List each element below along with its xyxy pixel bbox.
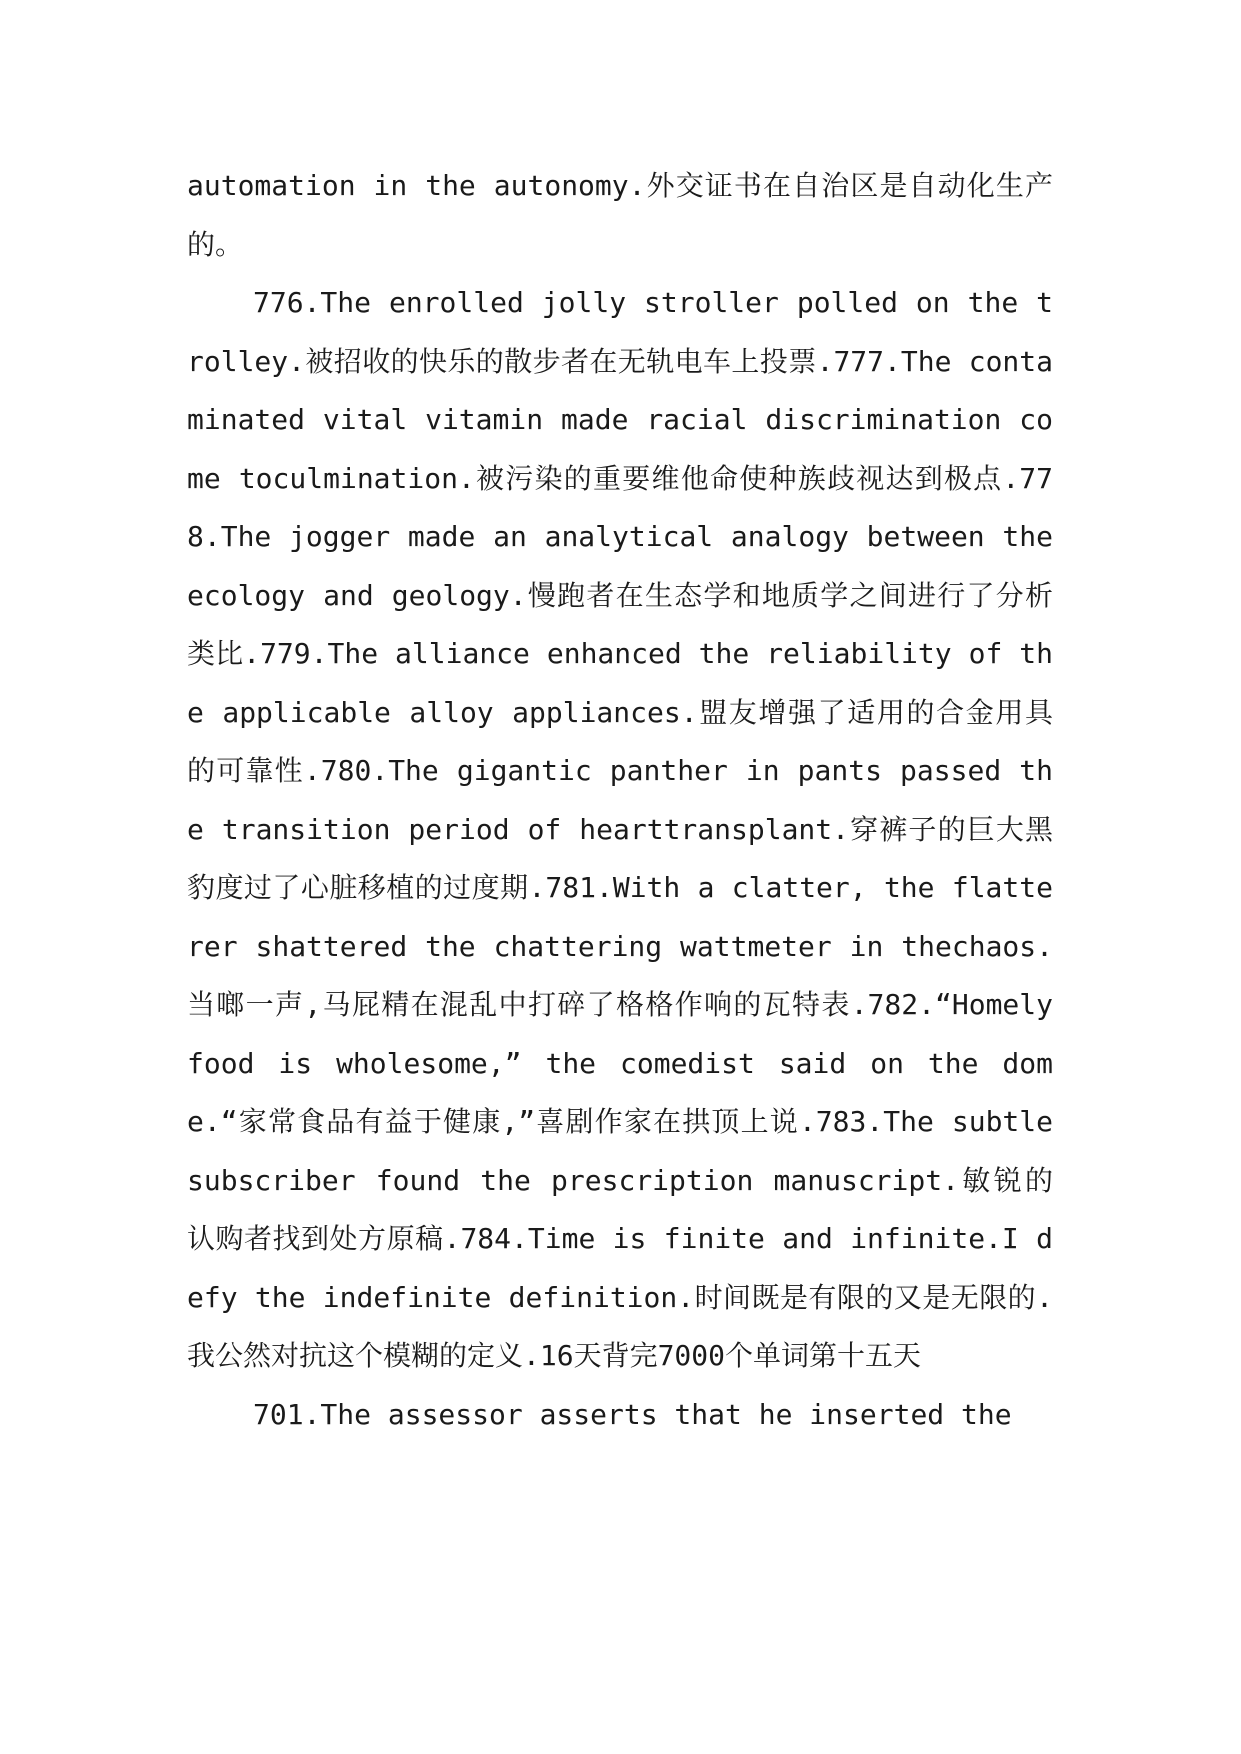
paragraph-sentence-701: 701.The assessor asserts that he inserted the [253, 1397, 1012, 1431]
paragraph-sentences-776-784: 776.The enrolled jolly stroller polled on the trolley.被招收的快乐的散步者在无轨电车上投票.777.The contaminated vital vitamin made racial discrimination come toculmination.被污染的重要维他命使种族歧视达到极点.778.The jogger made an analytical analogy between the ecology and geology.慢跑者在生态学和地质学之间进行了分析类比.779.The alliance enhanced the reliability of the applicable alloy appliances.盟友增强了适用的合金用具的可靠性.780.The gigantic panther in pants passed the transition period of hearttransplant.穿裤子的巨大黑豹度过了心脏移植的过度期.781.With a clatter, the flatterer shattered the chattering wattmeter in thechaos.当啷一声,马屁精在混乱中打碎了格格作响的瓦特表.782.“Homely food is wholesome,” the comedist said on the dome.“家常食品有益于健康,”喜剧作家在拱顶上说.783.The subtle subscriber found the prescription manuscript.敏锐的认购者找到处方原稿.784.Time is finite and infinite.I defy the indefinite definition.时间既是有限的又是无限的.我公然对抗这个模糊的定义.16天背完7000个单词第十五天 [187, 286, 1053, 1372]
document-page [187, 157, 1053, 1444]
paragraph-continuation: automation in the autonomy.外交证书在自治区是自动化生产的。 [187, 169, 1053, 261]
